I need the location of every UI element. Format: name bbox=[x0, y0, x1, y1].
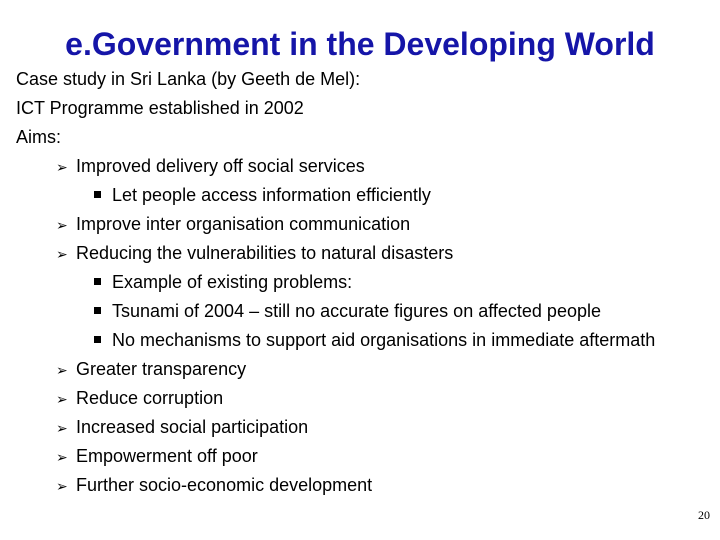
sub-bullet-item bbox=[94, 184, 431, 206]
arrow-bullet-icon: ➢ bbox=[56, 218, 68, 234]
sub-bullet-item bbox=[94, 271, 352, 293]
sub-bullet-text: Tsunami of 2004 – still no accurate figures on affected people bbox=[112, 301, 601, 321]
arrow-bullet-icon: ➢ bbox=[56, 479, 68, 495]
bullet-item bbox=[56, 416, 308, 440]
bullet-text: Reduce corruption bbox=[76, 388, 224, 408]
slide-title: e.Government in the Developing World bbox=[65, 26, 655, 62]
sub-bullet-text: Let people access information efficiently bbox=[112, 185, 431, 205]
bullet-item bbox=[56, 387, 223, 411]
square-bullet-icon bbox=[94, 307, 101, 314]
body-line bbox=[16, 126, 61, 148]
body-line bbox=[16, 68, 360, 90]
bullet-text: Reducing the vulnerabilities to natural disasters bbox=[76, 243, 454, 263]
sub-bullet-text: No mechanisms to support aid organisations in immediate aftermath bbox=[112, 330, 656, 350]
arrow-bullet-icon: ➢ bbox=[56, 392, 68, 408]
body-text: Aims: bbox=[16, 127, 61, 147]
square-bullet-icon bbox=[94, 191, 101, 198]
bullet-item bbox=[56, 358, 246, 382]
bullet-item bbox=[56, 445, 258, 469]
arrow-bullet-icon: ➢ bbox=[56, 450, 68, 466]
arrow-bullet-icon: ➢ bbox=[56, 247, 68, 263]
bullet-text: Further socio-economic development bbox=[76, 475, 373, 495]
sub-bullet-text: Example of existing problems: bbox=[112, 272, 353, 292]
sub-bullet-item bbox=[94, 300, 601, 322]
bullet-item bbox=[56, 242, 453, 266]
bullet-text: Improved delivery off social services bbox=[76, 156, 365, 176]
arrow-bullet-icon: ➢ bbox=[56, 363, 68, 379]
bullet-text: Empowerment off poor bbox=[76, 446, 258, 466]
body-text: ICT Programme established in 2002 bbox=[16, 98, 304, 118]
sub-bullet-item bbox=[94, 329, 655, 351]
body-line bbox=[16, 97, 304, 119]
square-bullet-icon bbox=[94, 278, 101, 285]
page-number: 20 bbox=[698, 508, 710, 522]
bullet-item bbox=[56, 155, 365, 179]
bullet-text: Increased social participation bbox=[76, 417, 309, 437]
square-bullet-icon bbox=[94, 336, 101, 343]
body-text: Case study in Sri Lanka (by Geeth de Mel): bbox=[16, 69, 361, 89]
bullet-item bbox=[56, 474, 372, 498]
bullet-text: Improve inter organisation communication bbox=[76, 214, 411, 234]
arrow-bullet-icon: ➢ bbox=[56, 160, 68, 176]
bullet-item bbox=[56, 213, 410, 237]
bullet-text: Greater transparency bbox=[76, 359, 247, 379]
arrow-bullet-icon: ➢ bbox=[56, 421, 68, 437]
